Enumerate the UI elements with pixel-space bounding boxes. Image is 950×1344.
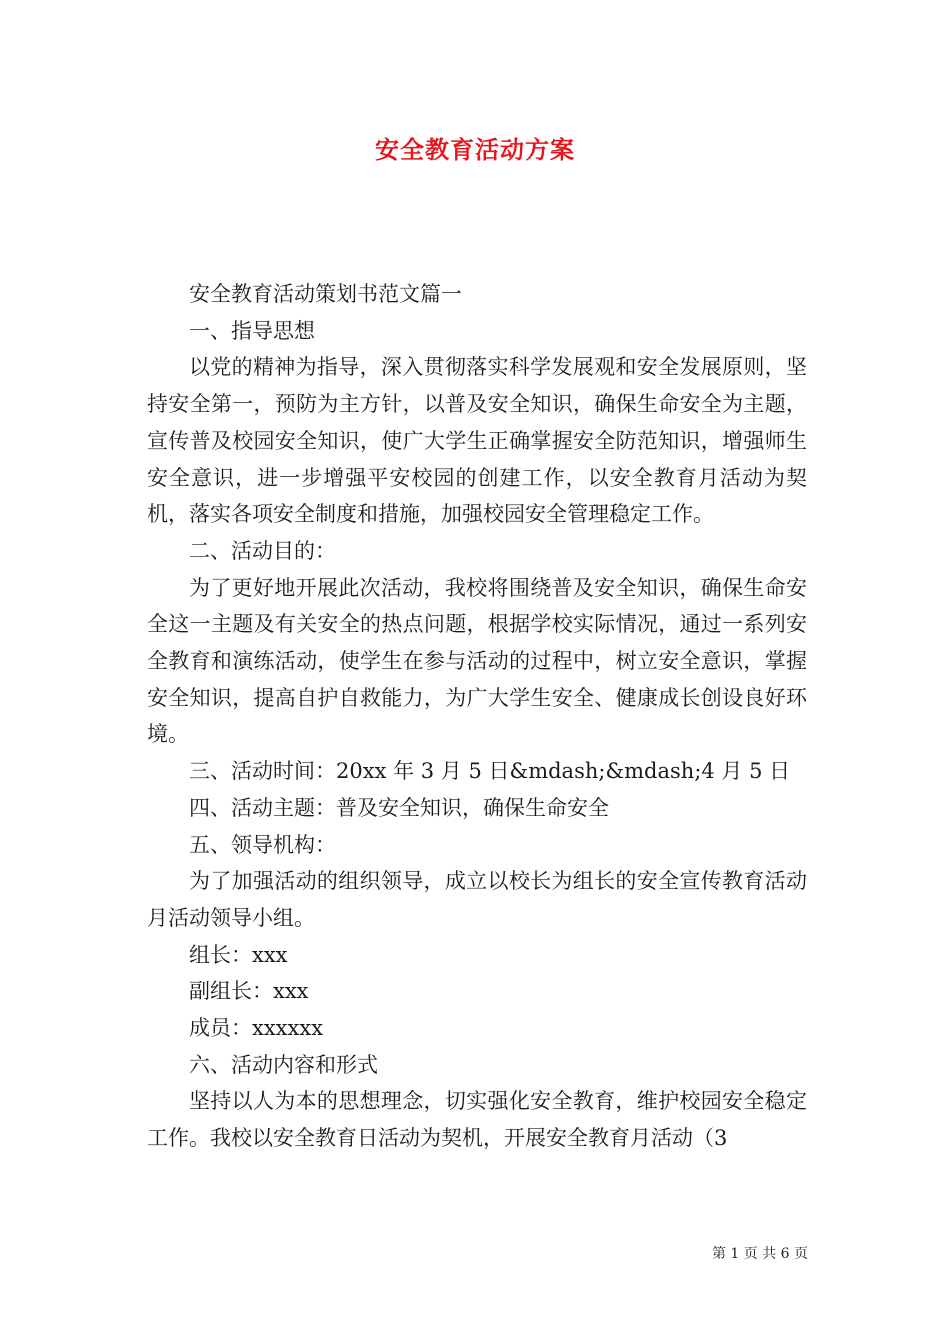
section-heading-leadership: 五、领导机构：	[189, 832, 336, 857]
document-title: 安全教育活动方案	[375, 135, 575, 164]
section-heading-content-form: 六、活动内容和形式	[189, 1052, 378, 1077]
section-activity-theme: 四、活动主题：普及安全知识，确保生命安全	[189, 795, 609, 820]
paragraph-purpose: 为了更好地开展此次活动，我校将围绕普及安全知识，确保生命安全这一主题及有关安全的热点问题，根据学校实际情况，通过一系列安全教育和演练活动，使学生在参与活动的过程中，树立安全意识，掌握安全知识，提高自护自救能力，为广大学生安全、健康成长创设良好环境。	[147, 575, 807, 747]
section-heading-purpose: 二、活动目的：	[189, 538, 336, 563]
paragraph-leadership: 为了加强活动的组织领导，成立以校长为组长的安全宣传教育活动月活动领导小组。	[147, 869, 807, 930]
section-heading-guiding-thought: 一、指导思想	[189, 318, 315, 343]
document-body	[147, 276, 807, 1157]
members-line: 成员：xxxxxx	[189, 1016, 324, 1041]
page-number-footer: 第 1 页 共 6 页	[711, 1246, 809, 1262]
leader-line: 组长：xxx	[189, 942, 288, 967]
paragraph-guiding-thought: 以党的精神为指导，深入贯彻落实科学发展观和安全发展原则，坚持安全第一，预防为主方针，以普及安全知识，确保生命安全为主题，宣传普及校园安全知识，使广大学生正确掌握安全防范知识，增强师生安全意识，进一步增强平安校园的创建工作，以安全教育月活动为契机，落实各项安全制度和措施，加强校园安全管理稳定工作。	[147, 355, 807, 527]
deputy-leader-line: 副组长：xxx	[189, 979, 309, 1004]
paragraph-content-form: 坚持以人为本的思想理念，切实强化安全教育，维护校园安全稳定工作。我校以安全教育日活动为契机，开展安全教育月活动（3	[147, 1089, 807, 1151]
section-heading-plan: 安全教育活动策划书范文篇一	[189, 282, 462, 306]
section-activity-time: 三、活动时间：20xx 年 3 月 5 日&mdash;&mdash;4 月 5 日	[189, 759, 791, 784]
